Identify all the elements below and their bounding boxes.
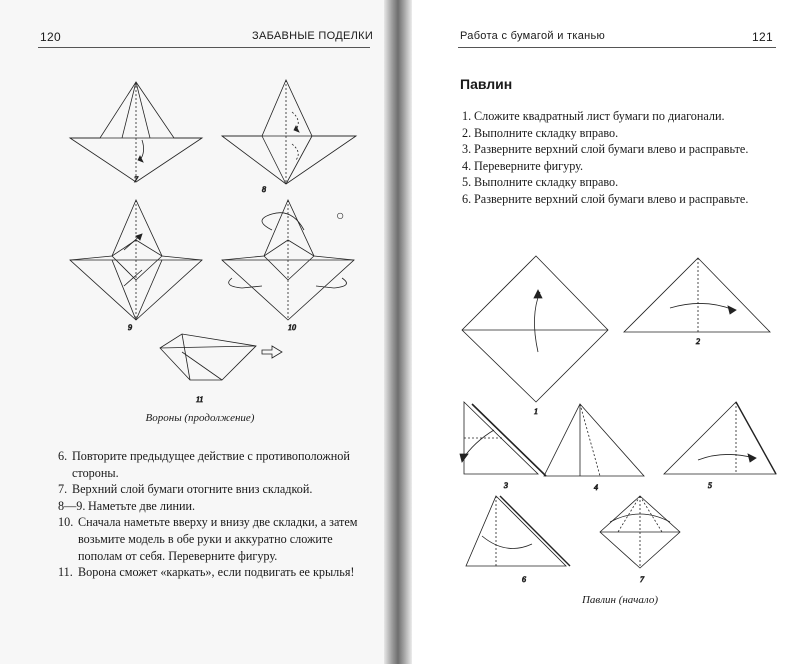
figure-label-p5: 5: [708, 481, 712, 490]
running-title-left: ЗАБАВНЫЕ ПОДЕЛКИ: [252, 30, 374, 42]
figure-label-p1: 1: [534, 407, 538, 416]
figure-label-10: 10: [288, 323, 296, 332]
step-item: 11. Ворона сможет «каркать», если подвигать ее крылья!: [58, 565, 355, 580]
peacock-figure-6: [466, 496, 576, 591]
figure-caption-right: Павлин (начало): [581, 594, 659, 606]
figure-label-p6: 6: [522, 575, 526, 584]
figure-label-p7: 7: [640, 575, 644, 584]
crow-figure-11: [158, 334, 288, 411]
figure-label-p4: 4: [594, 483, 598, 492]
step-item: 2. Выполните складку вправо.: [462, 125, 619, 140]
rotate-icon: ○: [336, 209, 345, 224]
peacock-figure-4: [544, 404, 654, 499]
crow-figure-10: [222, 200, 372, 340]
figure-caption-left: Вороны (продолжение): [145, 412, 255, 424]
page-number-left: 120: [40, 30, 61, 44]
figure-label-11: 11: [196, 395, 204, 404]
section-title: Павлин: [460, 76, 513, 92]
step-item: 4. Переверните фигуру.: [462, 158, 584, 173]
crow-figure-9: [70, 200, 220, 340]
crow-figure-7: [70, 82, 220, 197]
step-item: 3. Разверните верхний слой бумаги влево и расправьте.: [462, 142, 749, 157]
peacock-figure-5: [664, 402, 784, 497]
header-rule-left: [38, 47, 370, 48]
peacock-figure-7: [596, 496, 696, 591]
step-item: 6. Повторите предыдущее действие с противоположной стороны.: [58, 449, 350, 480]
peacock-figure-1: [462, 256, 612, 421]
figure-label-7: 7: [134, 175, 138, 184]
figure-label-8: 8: [262, 185, 266, 194]
header-rule-right: [458, 47, 776, 48]
steps-list-right: [462, 108, 780, 208]
step-item: 7. Верхний слой бумаги отогните вниз складкой.: [58, 482, 313, 497]
crow-figure-8: [222, 80, 372, 205]
step-item: 10. Сначала наметьте вверху и внизу две складки, а затем возьмите модель в обе руки и аккуратно сложите пополам от себя. Переверните фигуру.: [58, 515, 358, 563]
peacock-figure-2: [624, 258, 774, 353]
steps-list-left: [58, 448, 370, 581]
peacock-figure-3: [464, 402, 554, 497]
running-title-right: Работа с бумагой и тканью: [460, 30, 606, 42]
figure-label-p3: 3: [504, 481, 508, 490]
step-item: 1. Сложите квадратный лист бумаги по диагонали.: [462, 109, 725, 123]
step-item: 5. Выполните складку вправо.: [462, 175, 619, 190]
step-item: 8—9. Наметьте две линии.: [58, 498, 196, 513]
figure-label-p2: 2: [696, 337, 700, 346]
left-page: [0, 0, 392, 664]
figure-label-9: 9: [128, 323, 132, 332]
step-item: 6. Разверните верхний слой бумаги влево и расправьте.: [462, 191, 749, 206]
page-number-right: 121: [752, 30, 773, 44]
